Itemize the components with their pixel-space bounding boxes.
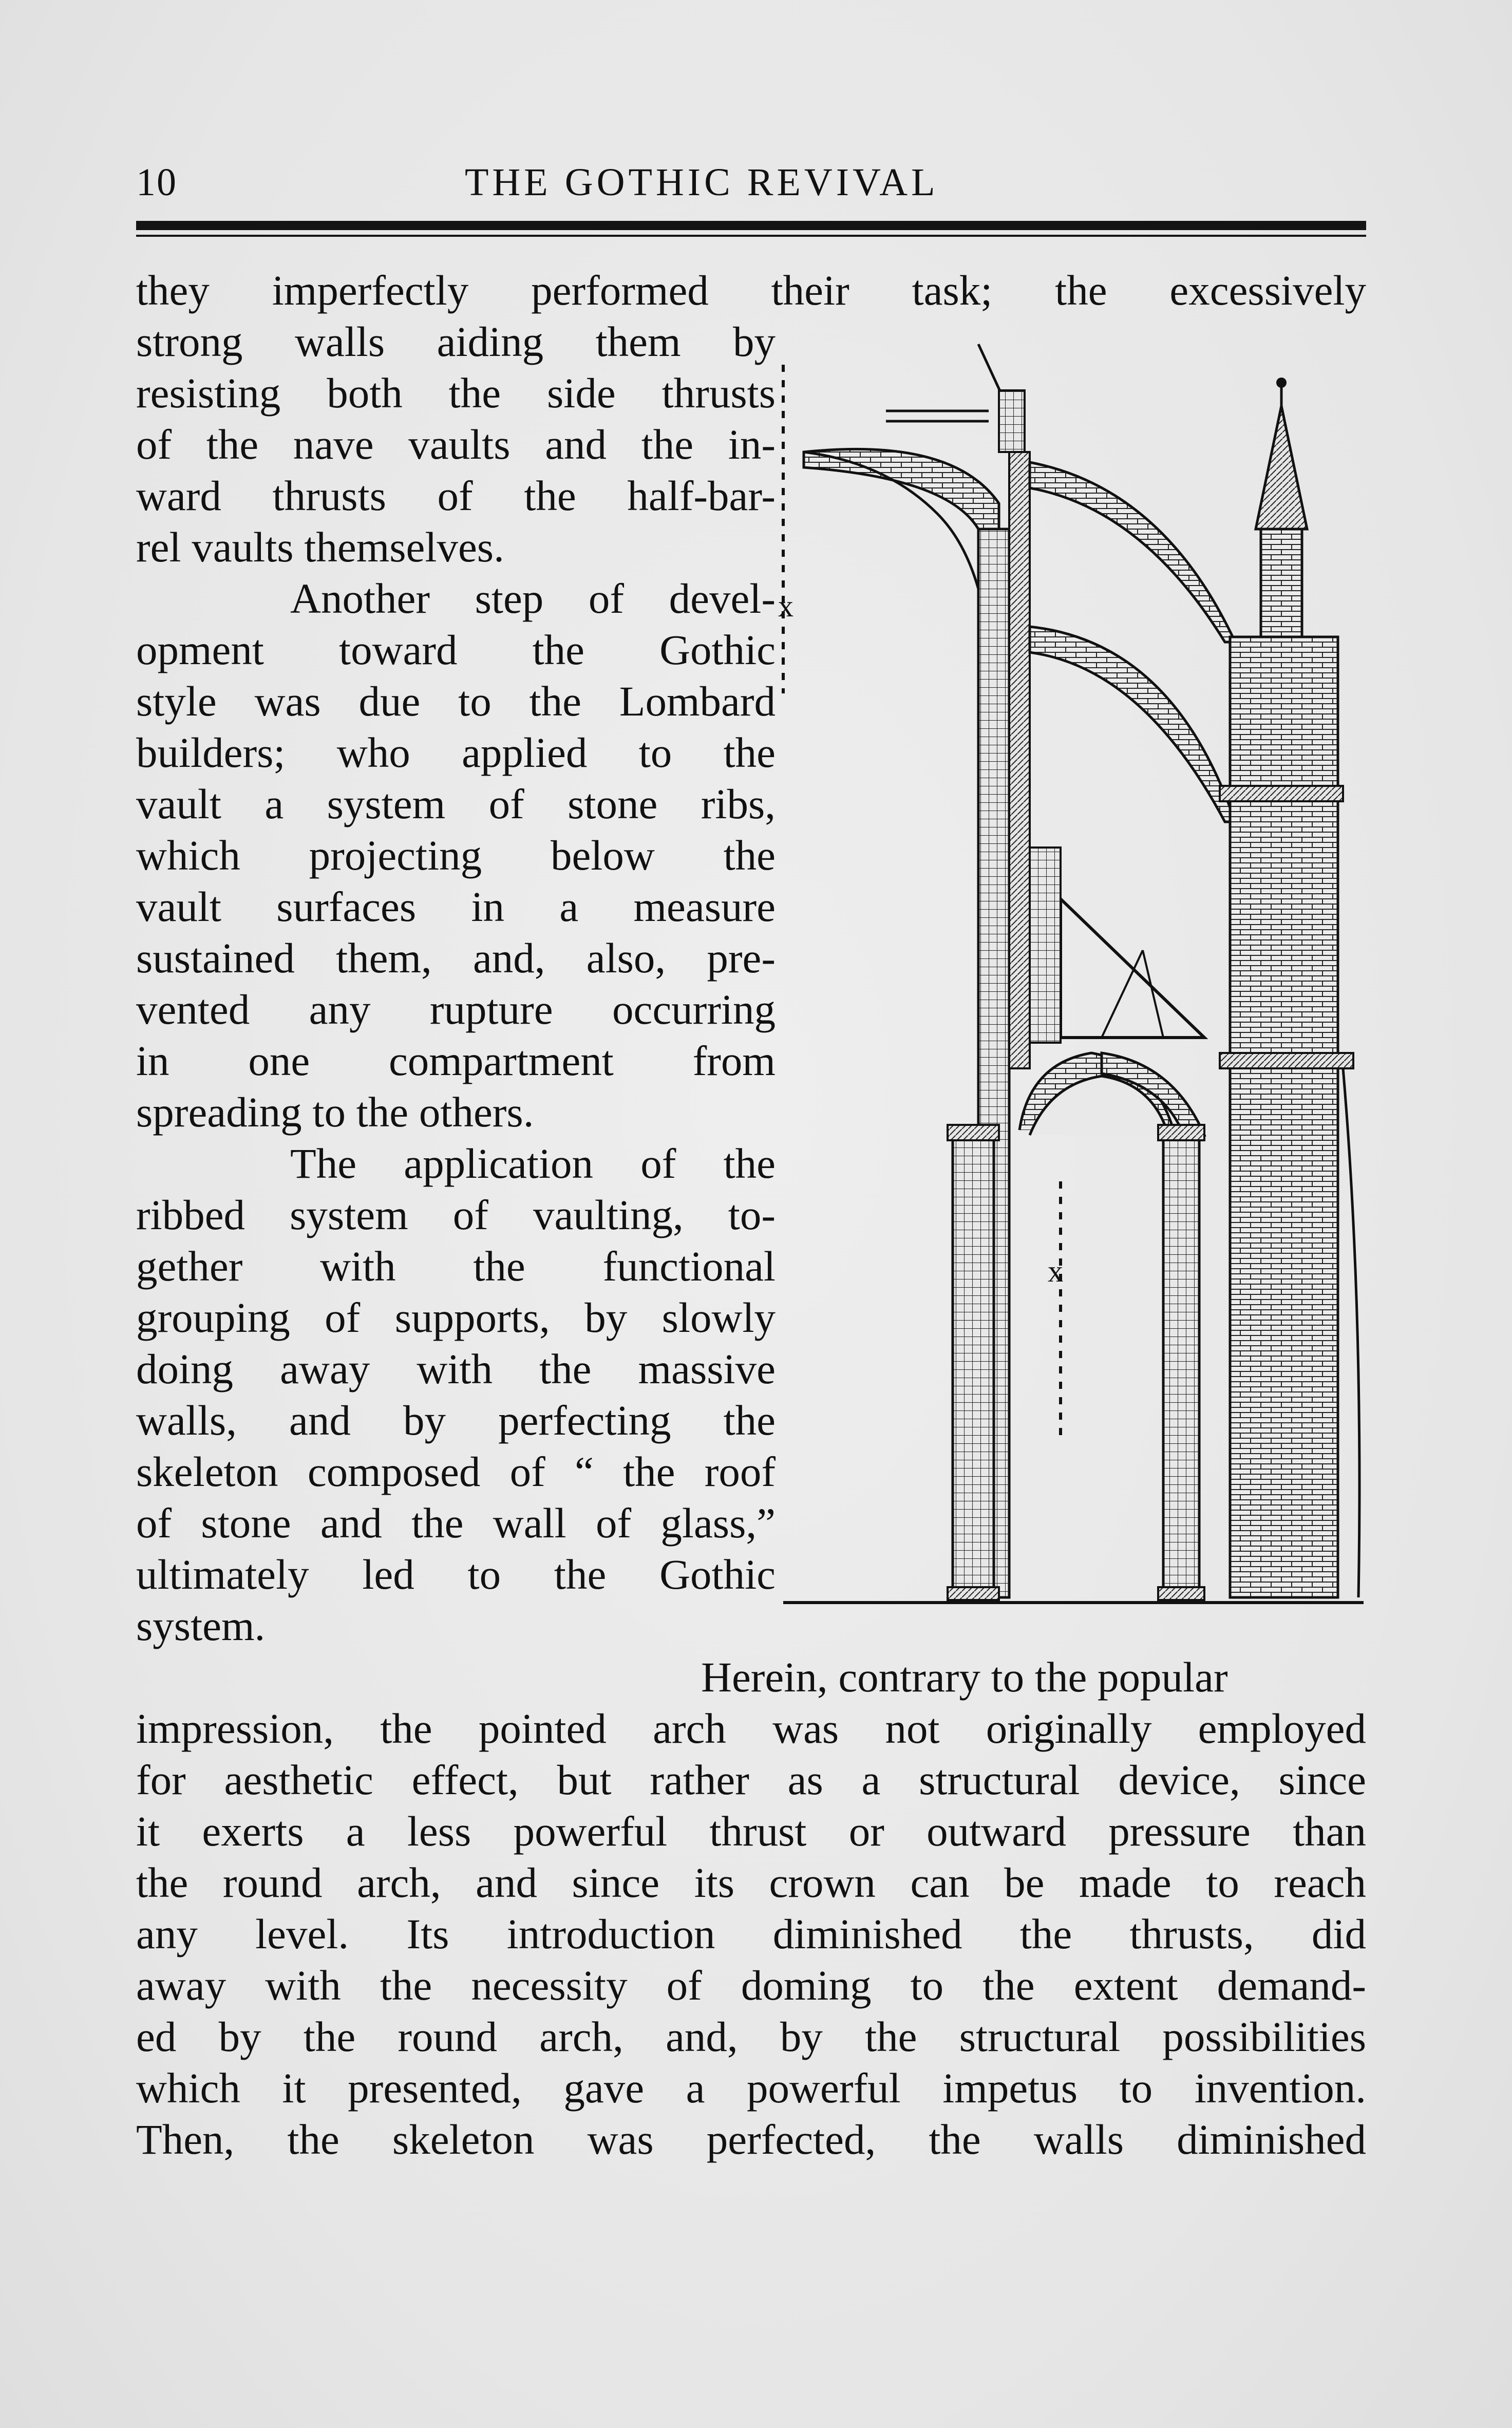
text-line: builders; who applied to the bbox=[136, 729, 776, 776]
thrust-mark-lower: x bbox=[1048, 1254, 1063, 1288]
text-line: ribbed system of vaulting, to- bbox=[136, 1191, 776, 1238]
text-line: sustained them, and, also, pre- bbox=[136, 934, 776, 982]
text-line: doing away with the massive bbox=[136, 1345, 776, 1392]
text-line: in one compartment from bbox=[136, 1037, 776, 1084]
text-line: The application of the bbox=[290, 1140, 776, 1187]
text-line: style was due to the Lombard bbox=[136, 677, 776, 725]
text-line: walls, and by perfecting the bbox=[136, 1397, 776, 1444]
text-line: of stone and the wall of glass,” bbox=[136, 1499, 776, 1547]
text-line: Another step of devel- bbox=[290, 575, 776, 622]
text-line: for aesthetic effect, but rather as a structural device, since bbox=[136, 1756, 1366, 1803]
text-line: grouping of supports, by slowly bbox=[136, 1294, 776, 1341]
cathedral-section-drawing bbox=[778, 334, 1371, 1618]
text-line: vault a system of stone ribs, bbox=[136, 780, 776, 827]
text-line: strong walls aiding them by bbox=[136, 318, 776, 365]
thrust-mark-upper: x bbox=[778, 589, 793, 623]
text-line: it exerts a less powerful thrust or outward pressure than bbox=[136, 1808, 1366, 1855]
text-line: vault surfaces in a measure bbox=[136, 883, 776, 930]
text-line: Then, the skeleton was perfected, the walls diminished bbox=[136, 2116, 1366, 2163]
text-line: opment toward the Gothic bbox=[136, 626, 776, 673]
text-line: spreading to the others. bbox=[136, 1088, 534, 1136]
cathedral-section-illustration bbox=[778, 334, 1371, 1618]
running-title: THE GOTHIC REVIVAL bbox=[465, 161, 939, 204]
text-line: the round arch, and since its crown can be made to reach bbox=[136, 1859, 1366, 1906]
text-line: ed by the round arch, and, by the structural possibilities bbox=[136, 2013, 1366, 2060]
text-line: they imperfectly performed their task; the excessively bbox=[136, 267, 1366, 314]
page-number: 10 bbox=[136, 161, 177, 204]
text-line: ultimately led to the Gothic bbox=[136, 1551, 776, 1598]
text-line: gether with the functional bbox=[136, 1243, 776, 1290]
text-line: rel vaults themselves. bbox=[136, 523, 504, 571]
text-line: resisting both the side thrusts bbox=[136, 369, 776, 417]
text-line: impression, the pointed arch was not originally employed bbox=[136, 1705, 1366, 1752]
text-line: of the nave vaults and the in- bbox=[136, 421, 776, 468]
text-line: vented any rupture occurring bbox=[136, 986, 776, 1033]
text-line: away with the necessity of doming to the extent demand- bbox=[136, 1962, 1366, 2009]
text-line: skeleton composed of “ the roof bbox=[136, 1448, 776, 1495]
text-line: ward thrusts of the half-bar- bbox=[136, 472, 776, 519]
text-line: system. bbox=[136, 1602, 266, 1649]
text-line: Herein, contrary to the popular bbox=[701, 1653, 1228, 1701]
text-line: which it presented, gave a powerful impetus to invention. bbox=[136, 2064, 1366, 2112]
header-rule-thick bbox=[136, 221, 1366, 230]
text-line: which projecting below the bbox=[136, 832, 776, 879]
text-line: any level. Its introduction diminished the thrusts, did bbox=[136, 1910, 1366, 1958]
page-header bbox=[136, 154, 1366, 211]
header-rule-thin bbox=[136, 235, 1366, 237]
